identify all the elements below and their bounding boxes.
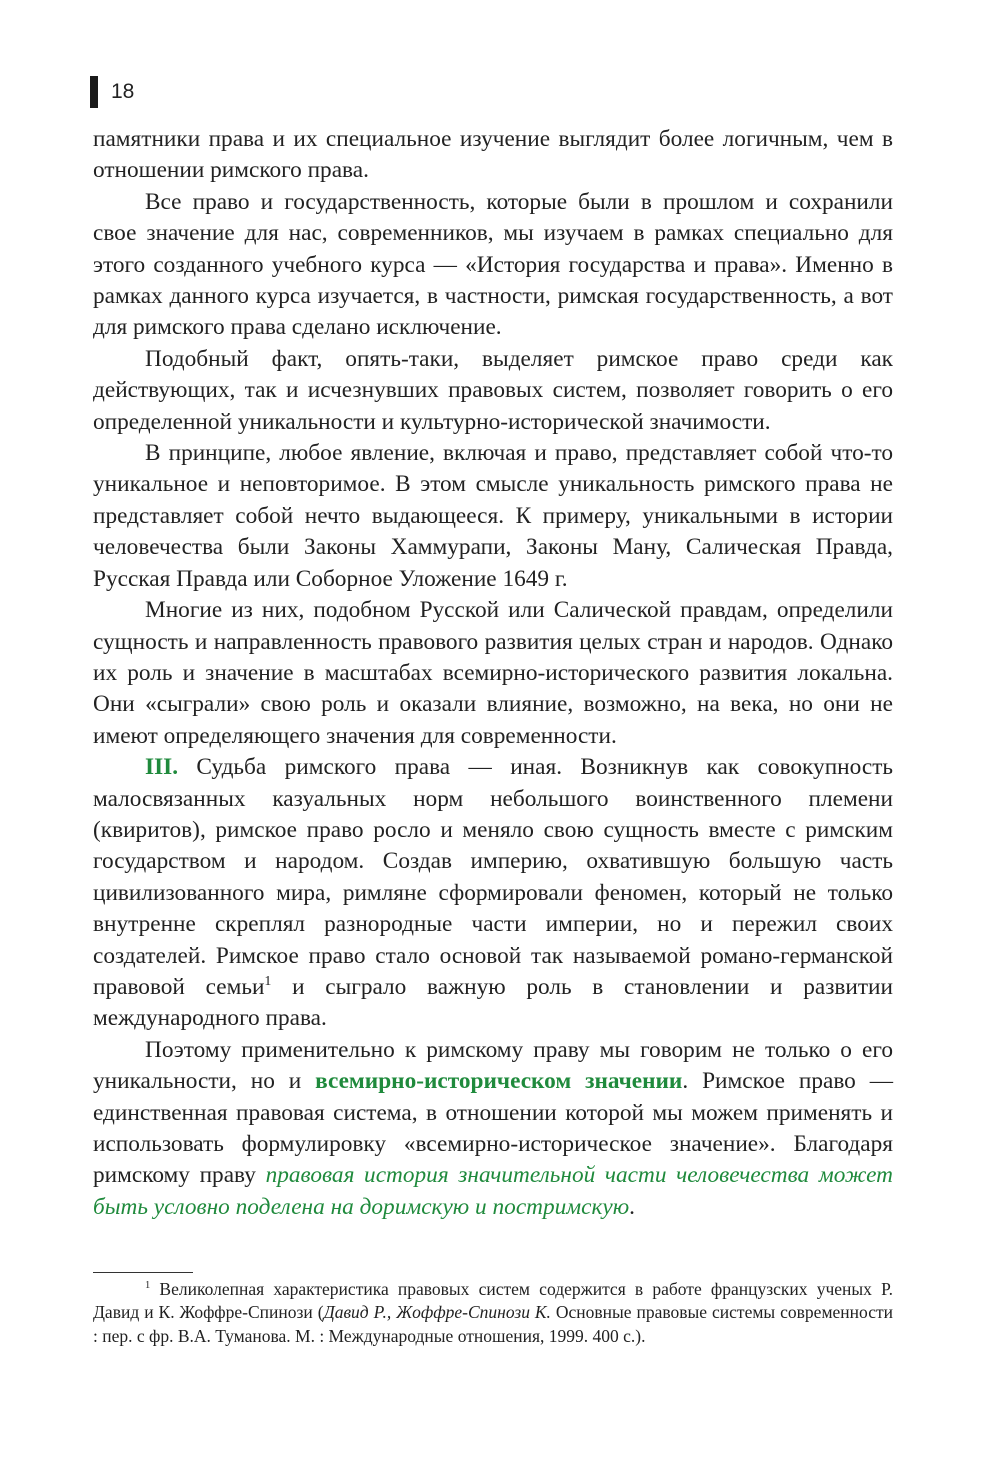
paragraph-4: В принципе, любое явление, включая и право, представляет собой что-то уникальное и неповторимое. В этом смысле уникальность римского права не представляет собой нечто выдающееся. К примеру, уникальными в истории человечества были Законы Хаммурапи, Законы Ману, Салическая Правда, Русская Правда или Соборное Уложение 1649 г.	[93, 440, 893, 592]
section-marker: III.	[145, 754, 179, 781]
footnote-authors: Давид Р., Жоффре-Спинози К.	[323, 1302, 551, 1323]
paragraph-6-text-a: Судьба римского права — иная. Возникнув как совокупность малосвязанных казуальных норм небольшого воинственного племени (квиритов), римское право росло и меняло свою сущность вместе с римским государством и народом. Создав империю, охватившую большую часть цивилизованного мира, римляне сформировали феномен, который не только внутренне скреплял разнородные части империи, но и пережил своих создателей. Римское право стало основой так называемой романо-германской правовой семьи	[93, 754, 893, 1000]
paragraph-6-text-b: и сыграло важную роль в становлении и развитии международного права.	[93, 973, 893, 1032]
footnote-text-b: Основные правовые системы современности : пер. с фр. В.А. Туманова. М. : Международные отношения, 1999. 400 с.).	[93, 1302, 893, 1346]
paragraph-1: памятники права и их специальное изучение выглядит более логичным, чем в отношении римского права.	[93, 126, 893, 184]
footnote-text-a: Великолепная характеристика правовых систем содержится в работе французских ученых Р. Давид и К. Жоффре-Спинози (	[93, 1279, 893, 1323]
paragraph-7-text-c: .	[629, 1193, 635, 1220]
footnote-reference[interactable]: 1	[264, 974, 272, 990]
paragraph-7-text-a: Поэтому применительно к римскому праву мы говорим не только о его уникальности, но и	[93, 1036, 893, 1095]
paragraph-5: Многие из них, подобном Русской или Салической правдам, определили сущность и направленность правового развития целых стран и народов. Однако их роль и значение в масштабах всемирно-исторического развития локальна. Они «сыграли» свою роль и оказали влияние, возможно, на века, но они не имеют определяющего значения для современности.	[93, 597, 893, 749]
footnote-divider	[93, 1272, 193, 1273]
footnote	[93, 1278, 893, 1348]
body-text	[93, 124, 893, 1223]
footnote-number: 1	[145, 1280, 151, 1292]
highlighted-term: всемирно-историческом значении	[315, 1068, 683, 1095]
paragraph-7	[93, 1035, 893, 1223]
footnote-paragraph	[93, 1278, 893, 1348]
page-marker-bar	[90, 76, 98, 108]
paragraph-7-text-b: . Римское право — единственная правовая система, в отношении которой мы можем применять и использовать формулировку «всемирно-историческое значение». Благодаря римскому праву	[93, 1068, 893, 1189]
paragraph-2: Все право и государственность, которые были в прошлом и сохранили свое значение для нас, современников, мы изучаем в рамках специально для этого созданного учебного курса — «История государства и права». Именно в рамках данного курса изучается, в частности, римская государственность, а вот для римского права сделано исключение.	[93, 188, 893, 341]
highlighted-statement: правовая история значительной части человечества может быть условно поделена на доримскую и постримскую	[93, 1162, 893, 1220]
paragraph-6	[93, 752, 893, 1035]
paragraph-3: Подобный факт, опять-таки, выделяет римское право среди как действующих, так и исчезнувших правовых систем, позволяет говорить о его определенной уникальности и культурно-исторической значимости.	[93, 345, 893, 435]
page-number: 18	[111, 80, 135, 103]
